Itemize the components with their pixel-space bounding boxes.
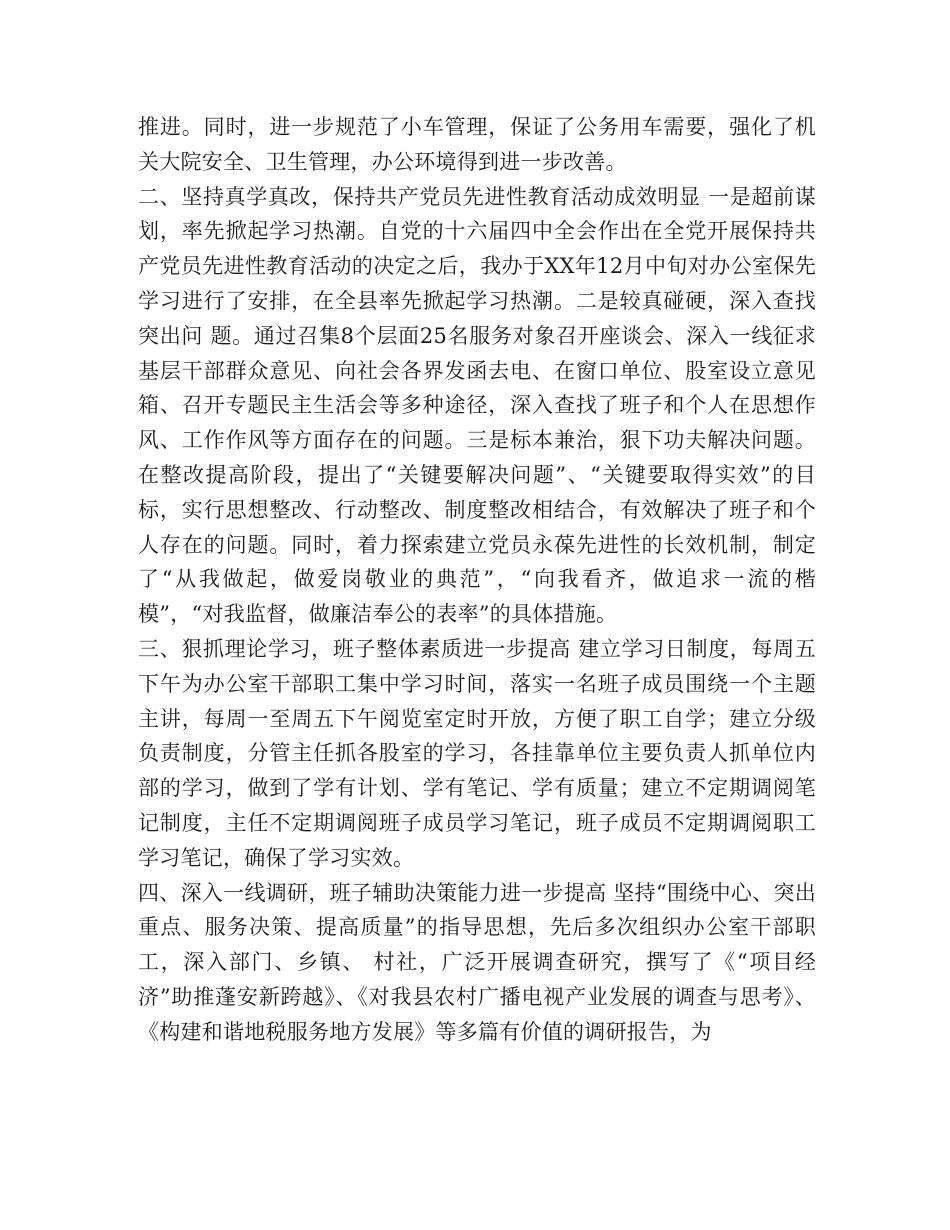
paragraph-section-three: 三、狠抓理论学习，班子整体素质进一步提高 建立学习日制度，每周五下午为办公室干部职工集中学习时间，落实一名班子成员围绕一个主题主讲，每周一至周五下午阅览室定时开放，方便了职工自学；建立分级负责制度，分管主任抓各股室的学习，各挂靠单位主要负责人抓单位内部的学习，做到了学有计划、学有笔记、学有质量；建立不定期调阅笔记制度，主任不定期调阅班子成员学习笔记，班子成员不定期调阅职工学习笔记，确保了学习实效。 xyxy=(138,636,816,870)
paragraph-section-two: 二、坚持真学真改，保持共产党员先进性教育活动成效明显 一是超前谋划，率先掀起学习热潮。自党的十六届四中全会作出在全党开展保持共产党员先进性教育活动的决定之后，我办于XX年12月中旬对办公室保先学习进行了安排，在全县率先掀起学习热潮。二是较真碰硬，深入查找突出问 题。通过召集8个层面25名服务对象召开座谈会、深入一线征求基层干部群众意见、向社会各界发函去电、在窗口单位、股室设立意见箱、召开专题民主生活会等多种途径，深入查找了班子和个人在思想作风、工作作风等方面存在的问题。三是标本兼治，狠下功夫解决问题。在整改提高阶段，提出了“关键要解决问题”、“关键要取得实效”的目标，实行思想整改、行动整改、制度整改相结合，有效解决了班子和个人存在的问题。同时，着力探索建立党员永葆先进性的长效机制，制定了“从我做起，做爱岗敬业的典范”，“向我看齐，做追求一流的楷模”，“对我监督，做廉洁奉公的表率”的具体措施。 xyxy=(138,184,816,627)
paragraph-section-four: 四、深入一线调研，班子辅助决策能力进一步提高 坚持“围绕中心、突出重点、服务决策、提高质量”的指导思想，先后多次组织办公室干部职工，深入部门、乡镇、 村社，广泛开展调查研究，撰写了《“项目经济”助推蓬安新跨越》、《对我县农村广播电视产业发展的调查与思考》、《构建和谐地税服务地方发展》等多篇有价值的调研报告，为 xyxy=(138,880,816,1044)
paragraph-continuation: 推进。同时，进一步规范了小车管理，保证了公务用车需要，强化了机关大院安全、卫生管理，办公环境得到进一步改善。 xyxy=(138,115,816,174)
document-body xyxy=(138,110,816,1050)
